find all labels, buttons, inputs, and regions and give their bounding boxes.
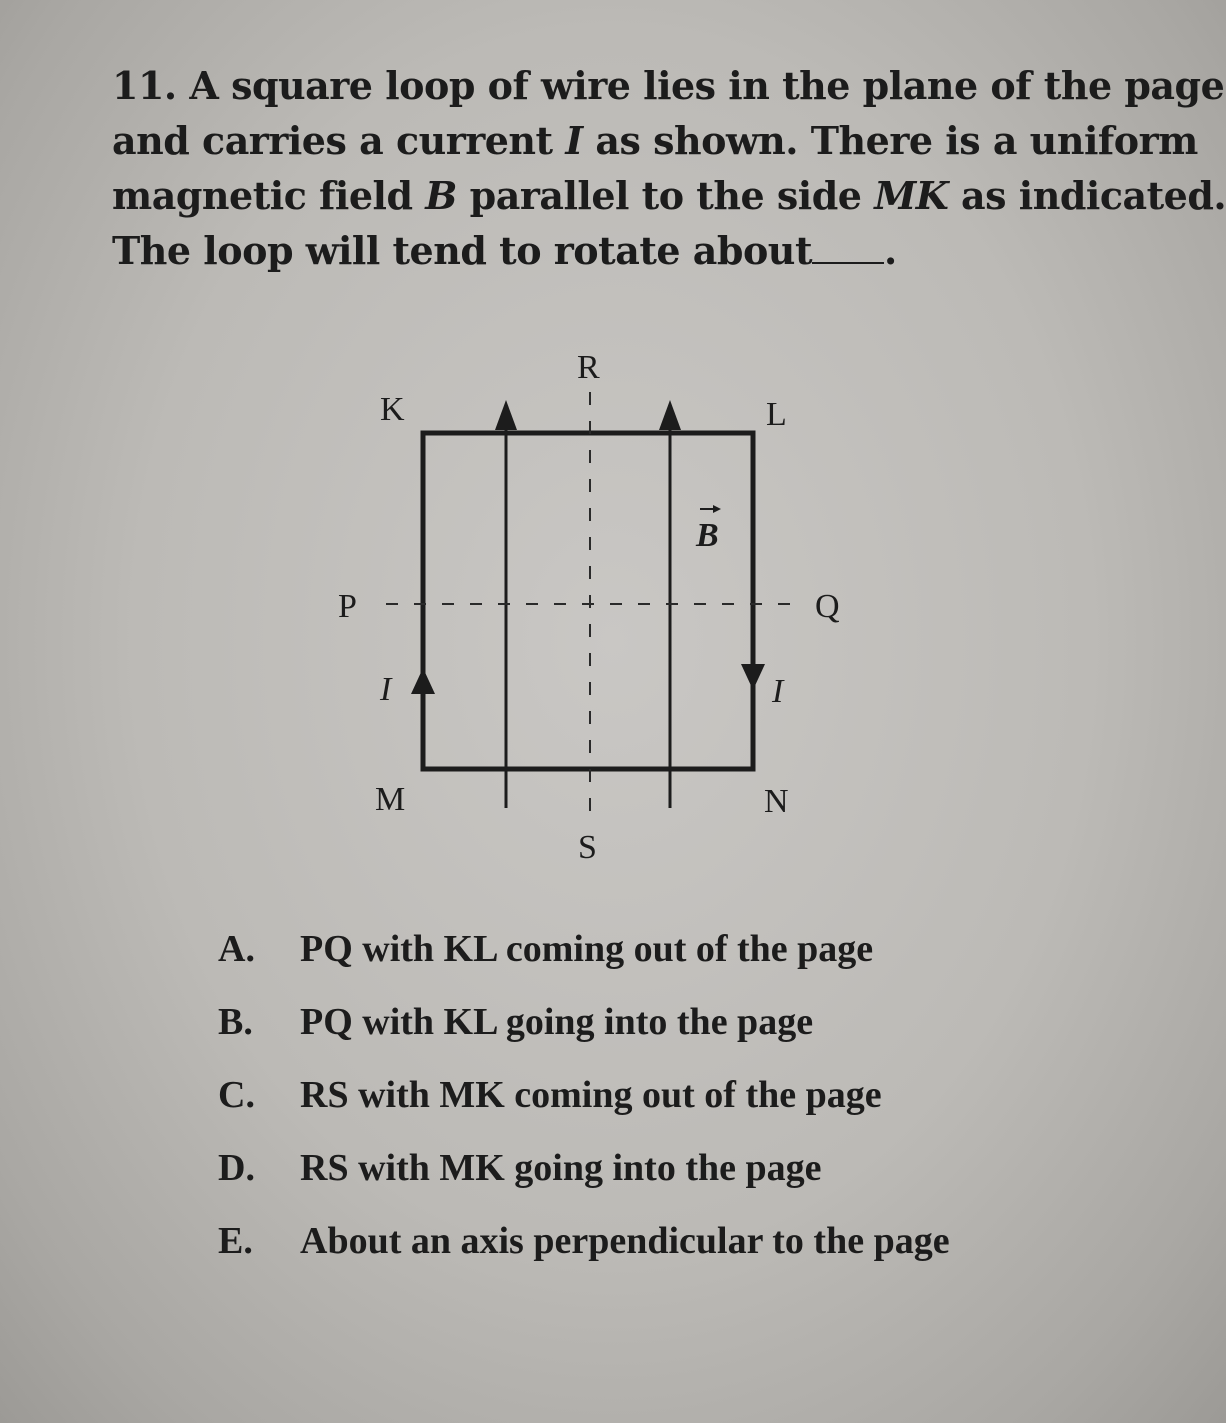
label-n: N [764, 783, 789, 820]
field-arrow-right-icon [659, 400, 681, 430]
choice-b[interactable] [218, 985, 950, 1058]
label-m: M [375, 781, 406, 818]
question-line-3: magnetic field B parallel to the side MK as indicated. [112, 173, 1226, 218]
current-arrow-down-icon [741, 664, 765, 690]
vector-arrow-head-icon [713, 505, 721, 513]
choice-letter: B. [218, 1000, 253, 1043]
choice-text: PQ with KL going into the page [300, 1000, 814, 1043]
label-r: R [577, 349, 600, 386]
choice-letter: A. [218, 927, 255, 970]
choice-e[interactable] [218, 1204, 950, 1277]
label-s: S [578, 829, 597, 866]
field-arrow-left-icon [495, 400, 517, 430]
answer-choices [218, 912, 950, 1277]
label-current-left: I [380, 671, 392, 708]
label-q: Q [815, 588, 840, 625]
choice-letter: E. [218, 1219, 253, 1262]
current-arrow-up-icon [411, 668, 435, 694]
choice-text: About an axis perpendicular to the page [300, 1219, 950, 1262]
choice-letter: C. [218, 1073, 255, 1116]
question-number: 11. [112, 63, 177, 108]
label-k: K [380, 391, 405, 428]
choice-letter: D. [218, 1146, 255, 1189]
label-current-right: I [772, 673, 784, 710]
choice-text: RS with MK coming out of the page [300, 1073, 882, 1116]
choice-a[interactable] [218, 912, 950, 985]
choice-text: PQ with KL coming out of the page [300, 927, 874, 970]
question-line-1: 11. A square loop of wire lies in the plane of the page [112, 63, 1225, 108]
choice-text: RS with MK going into the page [300, 1146, 822, 1189]
label-p: P [338, 588, 357, 625]
question-line-2: and carries a current I as shown. There is a uniform [112, 118, 1198, 163]
label-l: L [766, 396, 787, 433]
choice-d[interactable] [218, 1131, 950, 1204]
choice-c[interactable] [218, 1058, 950, 1131]
question-line-4: The loop will tend to rotate about . [112, 228, 897, 273]
wire-loop [423, 433, 753, 769]
label-field-b: B [696, 517, 719, 554]
